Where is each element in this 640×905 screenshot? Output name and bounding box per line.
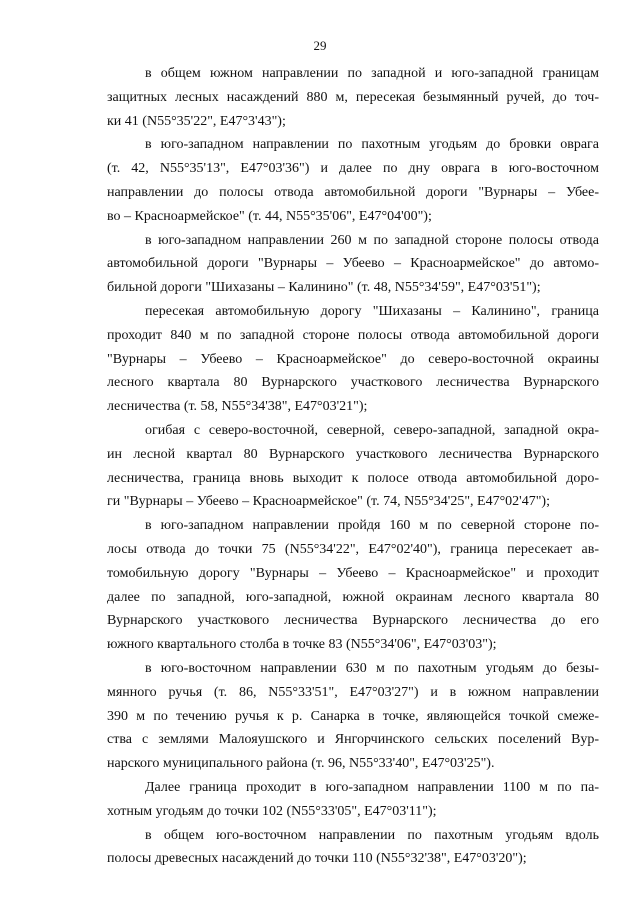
- text-line: далее по западной, юго-западной, южной окраинам лесного квартала 80: [107, 589, 599, 605]
- text-line: лесничества, граница вновь выходит к полосе отвода автомобильной доро-: [107, 470, 599, 486]
- text-line: ства с землями Малояушского и Янгорчинского сельских поселений Вур-: [107, 732, 599, 748]
- text-line: Далее граница проходит в юго-западном направлении 1100 м по па-: [145, 779, 599, 795]
- text-line: лосы отвода до точки 75 (N55°34'22", E47°02'40"), граница пересекает ав-: [107, 541, 599, 557]
- text-line: пересекая автомобильную дорогу "Шихазаны – Калинино", граница: [145, 303, 599, 319]
- text-line: полосы древесных насаждений до точки 110 (N55°32'38", E47°03'20");: [107, 851, 527, 867]
- text-line: направлении до полосы отвода автомобильной дороги "Вурнары – Убее-: [107, 184, 599, 200]
- text-line: проходит 840 м по западной стороне полосы отвода автомобильной дороги: [107, 327, 599, 343]
- page-number: 29: [313, 38, 327, 53]
- document-body: [107, 62, 599, 871]
- text-line: в юго-западном направлении 260 м по западной стороне полосы отвода: [145, 232, 599, 248]
- text-line: южного квартального столба в точке 83 (N55°34'06", E47°03'03");: [107, 637, 497, 653]
- text-line: в общем южном направлении по западной и юго-западной границам: [145, 66, 599, 81]
- text-line: нарского муниципального района (т. 96, N55°33'40", E47°03'25").: [107, 756, 495, 772]
- text-line: в юго-восточном направлении 630 м по пахотным угодьям до безы-: [145, 660, 599, 676]
- text-line: лесничества (т. 58, N55°34'38", E47°03'21");: [107, 399, 368, 415]
- text-line: защитных лесных насаждений 880 м, пересекая безымянный ручей, до точ-: [107, 89, 599, 105]
- text-line: хотным угодьям до точки 102 (N55°33'05", E47°03'11");: [107, 803, 437, 819]
- text-line: автомобильной дороги "Вурнары – Убеево – Красноармейское" до автомо-: [107, 256, 599, 272]
- text-line: во – Красноармейское" (т. 44, N55°35'06", E47°04'00");: [107, 208, 432, 224]
- text-line: Вурнарского участкового лесничества Вурнарского лесничества до его: [107, 613, 599, 629]
- text-line: лесного квартала 80 Вурнарского участкового лесничества Вурнарского: [107, 375, 599, 391]
- text-line: 390 м по течению ручья к р. Санарка в точке, являющейся точкой смеже-: [107, 708, 599, 724]
- text-line: ин лесной квартал 80 Вурнарского участкового лесничества Вурнарского: [107, 446, 599, 462]
- text-line: в общем юго-восточном направлении по пахотным угодьям вдоль: [145, 827, 599, 843]
- text-line: томобильную дорогу "Вурнары – Убеево – Красноармейское" и проходит: [107, 565, 599, 581]
- text-line: в юго-западном направлении пройдя 160 м по северной стороне по-: [145, 518, 599, 534]
- text-line: ки 41 (N55°35'22", E47°3'43");: [107, 113, 286, 129]
- text-line: ги "Вурнары – Убеево – Красноармейское" (т. 74, N55°34'25", E47°02'47");: [107, 494, 550, 510]
- text-line: в юго-западном направлении по пахотным угодьям до бровки оврага: [145, 137, 599, 153]
- text-line: "Вурнары – Убеево – Красноармейское" до северо-восточной окраины: [107, 351, 599, 367]
- text-line: огибая с северо-восточной, северной, северо-западной, западной окра-: [145, 422, 599, 438]
- text-line: мянного ручья (т. 86, N55°33'51", E47°03'27") и в южном направлении: [107, 684, 599, 700]
- text-line: бильной дороги "Шихазаны – Калинино" (т. 48, N55°34'59", E47°03'51");: [107, 280, 541, 296]
- text-line: (т. 42, N55°35'13", E47°03'36") и далее по дну оврага в юго-восточном: [107, 161, 599, 177]
